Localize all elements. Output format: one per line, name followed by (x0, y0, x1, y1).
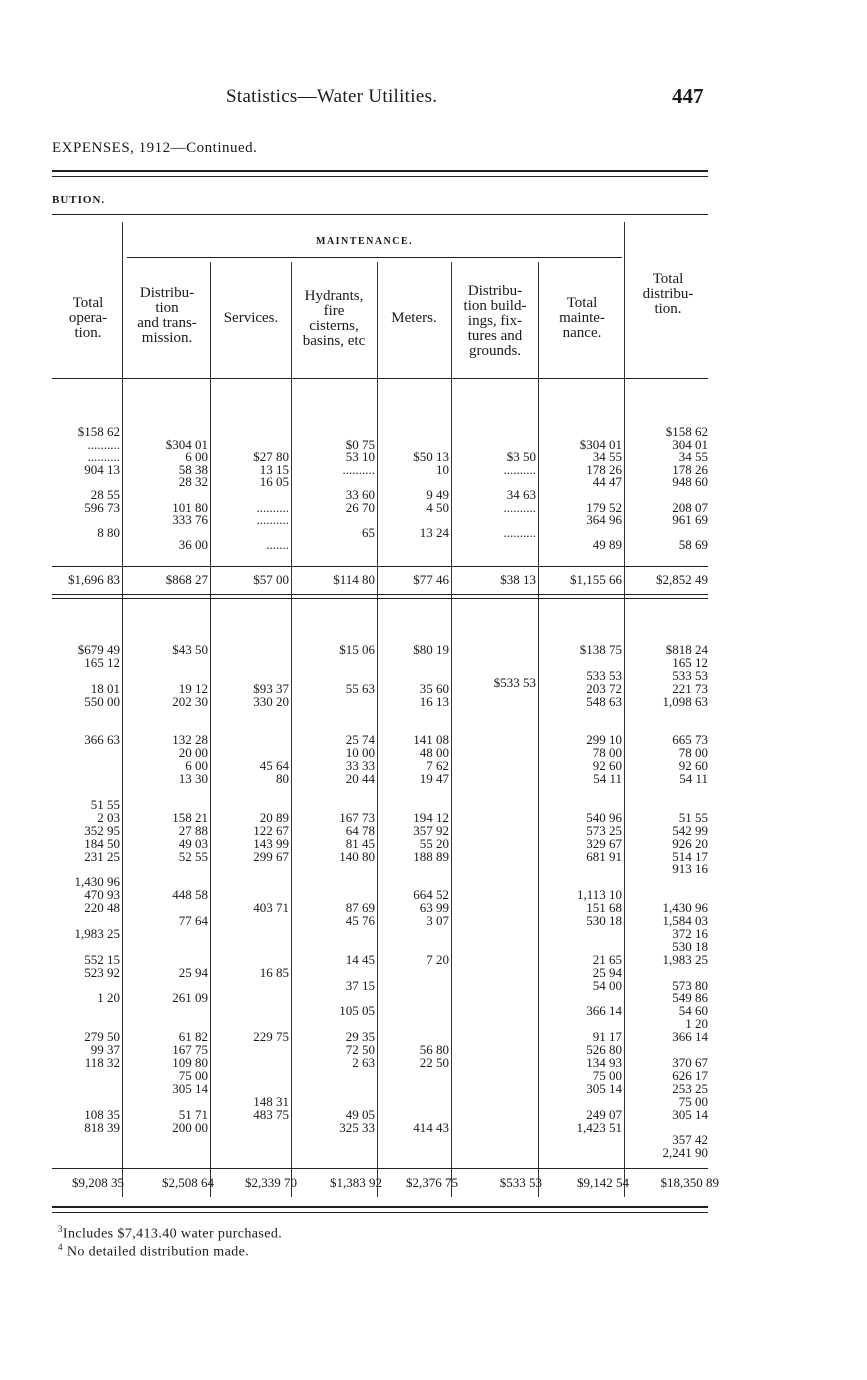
column-values-lower: $679 49 165 12 18 01 550 00 366 63 51 55 2 03 352 95 184 50 231 25 1,430 96 470 93 220 48 1,983 25 552 15 523 92 1 20 279 50 99 37 118 32 108 35 818 39 (74, 642, 120, 1135)
grand-total-cell: $9,142 54 (577, 1175, 629, 1190)
col-meters: Meters. (391, 310, 437, 326)
column-values-lower: $43 50 19 12 202 30 132 28 20 00 6 00 13 30 158 21 27 88 49 03 52 55 448 58 77 64 25 94 261 09 61 82 167 75 109 80 75 00 305 14 51 71 200 00 (172, 642, 208, 1135)
col-divider (451, 262, 452, 1197)
col-divider (210, 262, 211, 1197)
footnote-3: $^3$Includes $7,413.40 water purchased. (58, 1224, 283, 1242)
table-subtitle: EXPENSES, 1912—Continued. (52, 140, 258, 156)
top-rule-thin (52, 176, 708, 177)
col-divider (291, 262, 292, 1197)
column-values: $158 62 304 01 34 55 178 26 948 60 208 07 961 69 58 69 (665, 424, 708, 553)
col-distribution: Distribu- tion and trans- mission. (137, 285, 197, 346)
grand-total-cell: $18,350 89 (660, 1175, 719, 1190)
subtotal-cell: $57 00 (253, 572, 289, 587)
colhead-rule (52, 378, 708, 379)
subtotal-double-rule (52, 594, 708, 595)
col-divider (122, 222, 123, 1197)
column-values-lower: $818 24 165 12 533 53 221 73 1,098 63 665 73 78 00 92 60 54 11 51 55 542 99 926 20 514 17 913 16 1,430 96 1,584 03 372 16 530 18 1,983 25 573 80 549 86 54 60 1 20 366 14 370 67 626 17 253 25 75 00 305 14 357 42 2,241 90 (662, 642, 708, 1161)
col-services: Services. (223, 310, 279, 326)
col-dist-buildings: Distribu- tion build- ings, fix- tures and grounds. (463, 283, 527, 359)
subtotal-rule (52, 566, 708, 567)
column-values: $3 50 .......... 34 63 .......... .......... (503, 449, 536, 540)
column-values-lower: $80 19 35 60 16 13 141 08 48 00 7 62 19 47 194 12 357 92 55 20 188 89 664 52 63 99 3 07 7 20 56 80 22 50 414 43 (413, 642, 449, 1135)
column-values-lower: $533 53 (493, 674, 536, 690)
footnote-4: $^4$ No detailed distribution made. (58, 1242, 250, 1260)
column-values-lower: $15 06 55 63 25 74 10 00 33 33 20 44 167 73 64 78 81 45 140 80 87 69 45 76 14 45 37 15 105 05 29 35 72 50 2 63 49 05 325 33 (339, 642, 375, 1135)
column-values: $50 13 10 9 49 4 50 13 24 (413, 449, 449, 540)
column-values: $27 80 13 15 16 05 .......... .......... ....... (253, 449, 289, 553)
col-divider (377, 262, 378, 1197)
col-total-maintenance: Total mainte- nance. (559, 295, 605, 341)
grand-total-rule (52, 1168, 708, 1169)
maintenance-group-title: MAINTENANCE. (316, 236, 414, 247)
col-divider (624, 222, 625, 1197)
running-head: Statistics—Water Utilities. (226, 86, 438, 107)
header-rule (52, 214, 708, 215)
column-values-lower: $138 75 533 53 203 72 548 63 299 10 78 00 92 60 54 11 540 96 573 25 329 67 681 91 1,113 10 151 68 530 18 21 65 25 94 54 00 366 14 91 17 526 80 134 93 75 00 305 14 249 07 1,423 51 (576, 642, 622, 1135)
col-divider (538, 262, 539, 1197)
col-total-distribution: Total distribu- tion. (642, 271, 694, 317)
column-values: $304 01 6 00 58 38 28 32 101 80 333 76 36 00 (165, 436, 208, 553)
subtotal-cell: $38 13 (500, 572, 536, 587)
bottom-rule (52, 1206, 708, 1208)
grand-total-cell: $2,376 75 (406, 1175, 458, 1190)
subtotal-cell: $77 46 (413, 572, 449, 587)
subtotal-cell: $868 27 (165, 572, 208, 587)
column-values: $304 01 34 55 178 26 44 47 179 52 364 96 49 89 (579, 436, 622, 553)
group-rule (127, 257, 622, 258)
top-rule (52, 170, 708, 172)
subtotal-cell: $2,852 49 (656, 572, 708, 587)
subtotal-cell: $1,155 66 (570, 572, 622, 587)
page-number: 447 (672, 84, 704, 108)
grand-total-cell: $2,339 70 (245, 1175, 297, 1190)
col-hydrants: Hydrants, fire cisterns, basins, etc (302, 288, 366, 349)
grand-total-cell: $533 53 (499, 1175, 542, 1190)
grand-total-cell: $9,208 35 (72, 1175, 124, 1190)
col-total-operation: Total opera- tion. (68, 295, 108, 341)
grand-total-cell: $1,383 92 (330, 1175, 382, 1190)
subtotal-double-rule (52, 598, 708, 599)
column-values: $0 75 53 10 .......... 33 60 26 70 65 (342, 436, 375, 540)
section-label: BUTION. (52, 194, 106, 206)
subtotal-cell: $114 80 (333, 572, 375, 587)
column-values-lower: $93 37 330 20 45 64 80 20 89 122 67 143 99 299 67 403 71 16 85 229 75 148 31 483 75 (253, 680, 289, 1122)
column-values: $158 62 .......... .......... 904 13 28 55 596 73 8 80 (77, 424, 120, 540)
bottom-rule-thin (52, 1212, 708, 1213)
subtotal-cell: $1,696 83 (68, 572, 120, 587)
grand-total-cell: $2,508 64 (162, 1175, 214, 1190)
